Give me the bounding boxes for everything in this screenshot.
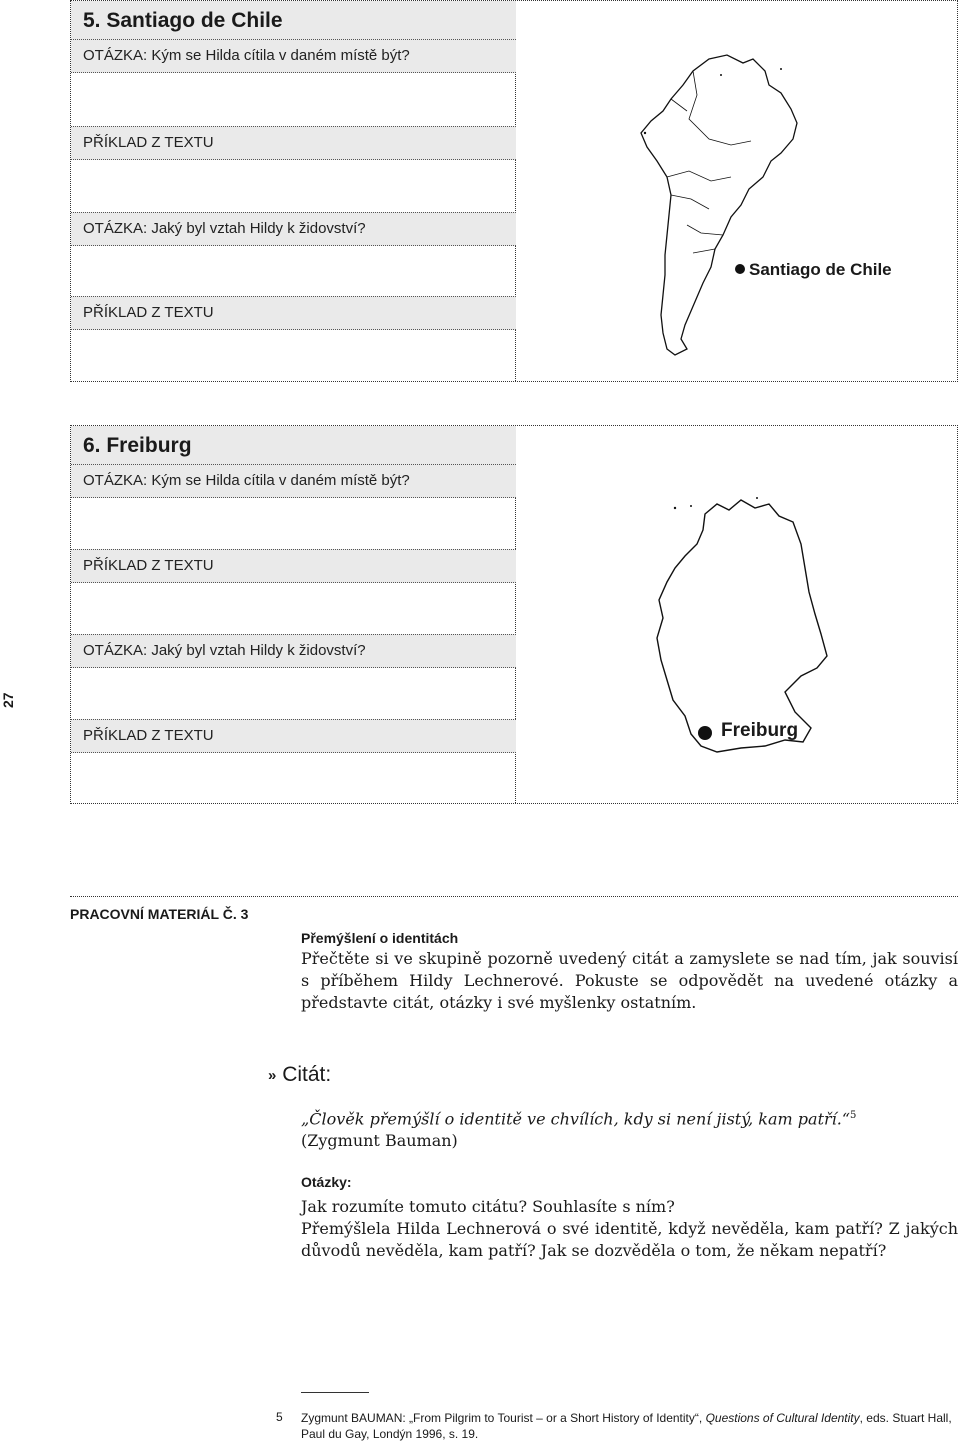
section-santiago bbox=[70, 0, 958, 382]
freiburg-map-label: Freiburg bbox=[721, 720, 799, 741]
footnote-rest: , eds. Stuart Hall, Paul du Gay, Londýn 1996, s. 19. bbox=[301, 1411, 952, 1441]
section-santiago-title: 5. Santiago de Chile bbox=[83, 9, 283, 32]
question-1: Jak rozumíte tomuto citátu? Souhlasíte s ním? bbox=[301, 1197, 675, 1216]
page-number: 27 bbox=[0, 692, 16, 708]
quote-marker: » bbox=[268, 1066, 277, 1084]
quote-heading-label: Citát: bbox=[282, 1063, 332, 1086]
question-identity-label: OTÁZKA: Kým se Hilda cítila v daném místě být? bbox=[71, 39, 516, 73]
freiburg-marker bbox=[698, 726, 712, 740]
footnote-book: Questions of Cultural Identity bbox=[705, 1411, 860, 1425]
footnote-text bbox=[301, 1410, 958, 1442]
example-label: PŘÍKLAD Z TEXTU bbox=[71, 126, 516, 160]
example-label: PŘÍKLAD Z TEXTU bbox=[71, 549, 516, 583]
section-freiburg bbox=[70, 425, 958, 804]
questions-list bbox=[301, 1196, 958, 1262]
question-judaism-label: OTÁZKA: Jaký byl vztah Hildy k židovství? bbox=[71, 212, 516, 246]
santiago-map-label: Santiago de Chile bbox=[749, 260, 892, 279]
quote-block bbox=[301, 1105, 958, 1152]
questions-heading: Otázky: bbox=[301, 1174, 352, 1190]
quote-text: „Člověk přemýšlí o identitě ve chvílích, kdy si není jistý, kam patří.“ bbox=[301, 1109, 851, 1129]
question-judaism-label: OTÁZKA: Jaký byl vztah Hildy k židovství? bbox=[71, 634, 516, 668]
quote-footnote-ref: 5 bbox=[850, 1110, 857, 1121]
footnote-divider bbox=[301, 1392, 369, 1393]
section-santiago-questions bbox=[71, 1, 516, 381]
footnote-number: 5 bbox=[276, 1410, 283, 1424]
material-subtitle: Přemýšlení o identitách bbox=[301, 930, 459, 946]
quote-heading bbox=[268, 1063, 331, 1087]
section-freiburg-title: 6. Freiburg bbox=[83, 434, 192, 457]
material-title: PRACOVNÍ MATERIÁL Č. 3 bbox=[70, 906, 249, 922]
footnote-author: Zygmunt BAUMAN: „From Pilgrim to Tourist – or a Short History of Identity“, bbox=[301, 1411, 706, 1425]
santiago-marker bbox=[735, 264, 745, 274]
material-intro: Přečtěte si ve skupině pozorně uvedený citát a zamyslete se nad tím, jak souvisí s příběhem Hildy Lechnerové. Pokuste se odpovědět na uvedené otázky a představte citát, otázky i své myšlenky ostatním. bbox=[301, 949, 958, 1012]
example-label: PŘÍKLAD Z TEXTU bbox=[71, 296, 516, 330]
example-label: PŘÍKLAD Z TEXTU bbox=[71, 719, 516, 753]
quote-author: (Zygmunt Bauman) bbox=[301, 1131, 458, 1151]
south-america-map bbox=[631, 49, 801, 369]
section-freiburg-questions bbox=[71, 426, 516, 803]
material-divider bbox=[70, 896, 958, 897]
question-2: Přemýšlela Hilda Lechnerová o své identitě, když nevěděla, kam patří? Z jakých důvodů nevěděla, kam patří? Jak se dozvěděla o tom, že někam nepatří? bbox=[301, 1219, 958, 1260]
question-identity-label: OTÁZKA: Kým se Hilda cítila v daném místě být? bbox=[71, 464, 516, 498]
